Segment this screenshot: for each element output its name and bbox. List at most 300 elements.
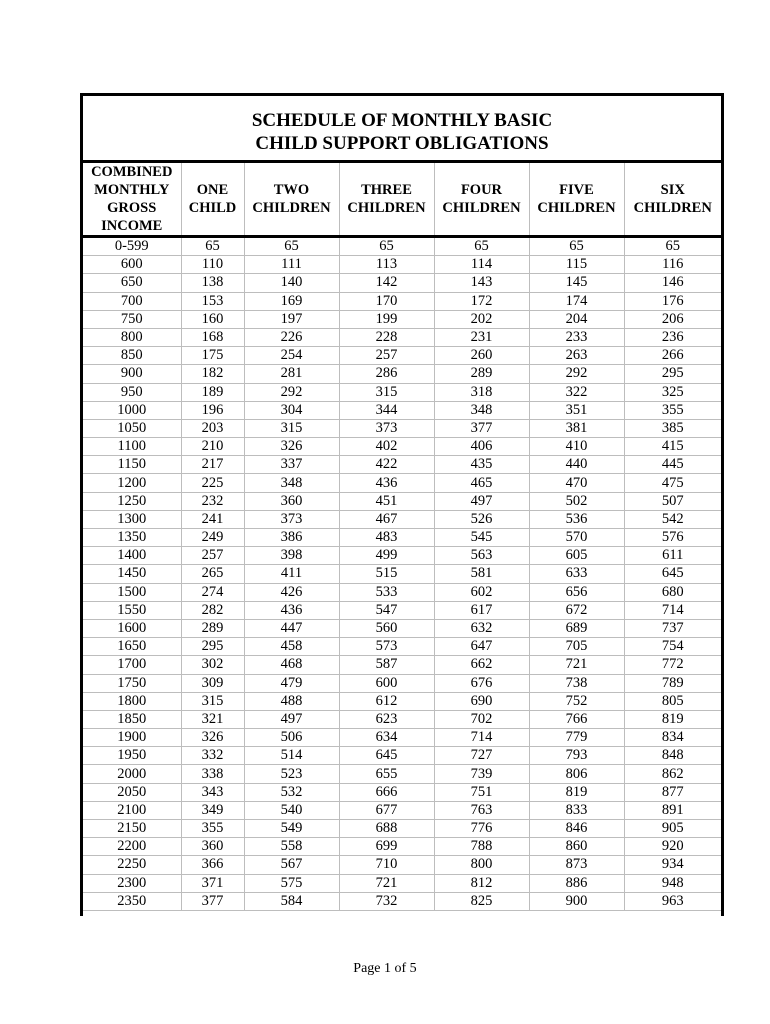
income-cell: 1250 [83,492,181,510]
obligation-cell: 549 [244,820,339,838]
column-header-two-children [244,163,339,237]
obligation-cell: 963 [624,892,721,910]
obligation-cell: 468 [244,656,339,674]
income-cell: 1800 [83,692,181,710]
obligation-cell: 415 [624,438,721,456]
obligation-cell: 309 [181,674,244,692]
obligation-cell: 788 [434,838,529,856]
obligation-cell: 689 [529,619,624,637]
obligation-cell: 447 [244,619,339,637]
obligation-cell: 282 [181,601,244,619]
obligation-cell: 113 [339,256,434,274]
obligation-cell: 281 [244,365,339,383]
obligation-cell: 175 [181,347,244,365]
obligation-cell: 499 [339,547,434,565]
income-cell: 900 [83,365,181,383]
obligation-cell: 226 [244,328,339,346]
obligation-cell: 169 [244,292,339,310]
income-cell: 2350 [83,892,181,910]
obligation-cell: 338 [181,765,244,783]
obligation-cell: 948 [624,874,721,892]
obligation-cell: 514 [244,747,339,765]
obligation-cell: 436 [339,474,434,492]
obligation-cell: 576 [624,529,721,547]
obligation-cell: 877 [624,783,721,801]
table-row [83,347,721,365]
obligation-cell: 360 [181,838,244,856]
income-cell: 750 [83,310,181,328]
obligation-cell: 110 [181,256,244,274]
obligation-cell: 506 [244,729,339,747]
obligation-cell: 325 [624,383,721,401]
income-cell: 950 [83,383,181,401]
obligation-cell: 806 [529,765,624,783]
obligation-cell: 233 [529,328,624,346]
income-cell: 1550 [83,601,181,619]
obligation-cell: 584 [244,892,339,910]
income-cell: 600 [83,256,181,274]
income-cell: 1850 [83,710,181,728]
table-row [83,710,721,728]
obligation-cell: 573 [339,638,434,656]
obligation-cell: 115 [529,256,624,274]
obligation-cell: 217 [181,456,244,474]
obligation-cell: 289 [181,619,244,637]
obligation-cell: 385 [624,419,721,437]
obligation-cell: 257 [339,347,434,365]
obligation-cell: 721 [529,656,624,674]
income-cell: 1000 [83,401,181,419]
obligation-cell: 231 [434,328,529,346]
obligation-cell: 286 [339,365,434,383]
table-row [83,565,721,583]
obligation-cell: 766 [529,710,624,728]
obligation-cell: 570 [529,529,624,547]
column-header-line: CHILDREN [442,200,521,216]
table-row [83,456,721,474]
obligation-cell: 467 [339,510,434,528]
table-row [83,729,721,747]
obligation-cell: 560 [339,619,434,637]
income-cell: 2250 [83,856,181,874]
obligation-cell: 834 [624,729,721,747]
obligation-cell: 623 [339,710,434,728]
obligation-cell: 587 [339,656,434,674]
obligation-cell: 351 [529,401,624,419]
table-row [83,274,721,292]
column-header-line: INCOME [101,218,163,234]
table-row [83,401,721,419]
income-cell: 2150 [83,820,181,838]
obligation-cell: 260 [434,347,529,365]
table-row [83,256,721,274]
obligation-cell: 632 [434,619,529,637]
table-row [83,765,721,783]
obligation-cell: 600 [339,674,434,692]
income-cell: 2000 [83,765,181,783]
obligation-cell: 263 [529,347,624,365]
column-header-line: SIX [660,182,685,198]
obligation-cell: 754 [624,638,721,656]
table-row [83,547,721,565]
obligation-cell: 140 [244,274,339,292]
obligation-cell: 398 [244,547,339,565]
obligation-cell: 326 [244,438,339,456]
obligation-cell: 702 [434,710,529,728]
obligation-cell: 197 [244,310,339,328]
obligation-cell: 422 [339,456,434,474]
obligation-cell: 545 [434,529,529,547]
income-cell: 2100 [83,801,181,819]
obligation-cell: 497 [434,492,529,510]
income-cell: 1400 [83,547,181,565]
obligation-cell: 315 [181,692,244,710]
table-row [83,510,721,528]
obligation-cell: 611 [624,547,721,565]
obligation-cell: 533 [339,583,434,601]
obligation-cell: 381 [529,419,624,437]
obligation-cell: 862 [624,765,721,783]
column-header-line: CHILDREN [633,200,712,216]
obligation-cell: 228 [339,328,434,346]
obligation-cell: 812 [434,874,529,892]
obligation-cell: 800 [434,856,529,874]
table-row [83,747,721,765]
obligation-cell: 451 [339,492,434,510]
obligation-cell: 254 [244,347,339,365]
obligation-cell: 174 [529,292,624,310]
support-obligations-table [83,163,721,911]
obligation-cell: 645 [624,565,721,583]
obligation-cell: 210 [181,438,244,456]
obligation-cell: 891 [624,801,721,819]
table-row [83,492,721,510]
table-row [83,856,721,874]
obligation-cell: 662 [434,656,529,674]
obligation-cell: 348 [244,474,339,492]
obligation-cell: 360 [244,492,339,510]
income-cell: 800 [83,328,181,346]
obligation-cell: 225 [181,474,244,492]
obligation-cell: 738 [529,674,624,692]
table-row [83,474,721,492]
obligation-cell: 819 [529,783,624,801]
obligation-cell: 292 [529,365,624,383]
obligation-cell: 168 [181,328,244,346]
obligation-cell: 779 [529,729,624,747]
table-row [83,365,721,383]
obligation-cell: 265 [181,565,244,583]
income-cell: 1200 [83,474,181,492]
obligation-cell: 371 [181,874,244,892]
income-cell: 0-599 [83,237,181,256]
title-line-1: SCHEDULE OF MONTHLY BASIC [251,110,553,131]
obligation-cell: 355 [181,820,244,838]
obligation-cell: 488 [244,692,339,710]
obligation-cell: 751 [434,783,529,801]
obligation-cell: 322 [529,383,624,401]
column-header-line: TWO [273,182,310,198]
table-row [83,619,721,637]
column-header-line: COMBINED [91,164,173,180]
obligation-cell: 680 [624,583,721,601]
table-row [83,692,721,710]
table-row [83,601,721,619]
obligation-cell: 633 [529,565,624,583]
obligation-cell: 655 [339,765,434,783]
obligation-cell: 458 [244,638,339,656]
column-header-line: THREE [361,182,412,198]
table-row [83,310,721,328]
income-cell: 1750 [83,674,181,692]
obligation-cell: 666 [339,783,434,801]
obligation-cell: 563 [434,547,529,565]
obligation-cell: 710 [339,856,434,874]
table-row [83,656,721,674]
income-cell: 1500 [83,583,181,601]
obligation-cell: 677 [339,801,434,819]
obligation-cell: 727 [434,747,529,765]
obligation-cell: 203 [181,419,244,437]
table-row [83,328,721,346]
obligation-cell: 111 [244,256,339,274]
obligation-cell: 182 [181,365,244,383]
obligation-cell: 805 [624,692,721,710]
income-cell: 1600 [83,619,181,637]
income-cell: 700 [83,292,181,310]
obligation-cell: 721 [339,874,434,892]
obligation-cell: 315 [244,419,339,437]
obligation-cell: 602 [434,583,529,601]
income-cell: 1050 [83,419,181,437]
table-row [83,783,721,801]
obligation-cell: 567 [244,856,339,874]
table-row [83,638,721,656]
obligation-cell: 445 [624,456,721,474]
obligation-cell: 65 [244,237,339,256]
obligation-cell: 65 [434,237,529,256]
obligation-cell: 204 [529,310,624,328]
income-cell: 1450 [83,565,181,583]
obligation-cell: 406 [434,438,529,456]
obligation-cell: 349 [181,801,244,819]
column-header-line: MONTHLY [94,182,170,198]
table-row [83,292,721,310]
table-row [83,820,721,838]
obligation-cell: 763 [434,801,529,819]
obligation-cell: 540 [244,801,339,819]
obligation-cell: 699 [339,838,434,856]
income-cell: 850 [83,347,181,365]
obligation-cell: 366 [181,856,244,874]
obligation-cell: 605 [529,547,624,565]
income-cell: 1900 [83,729,181,747]
obligation-cell: 714 [434,729,529,747]
column-header-line: CHILDREN [537,200,616,216]
obligation-cell: 114 [434,256,529,274]
income-cell: 1300 [83,510,181,528]
obligation-cell: 386 [244,529,339,547]
obligation-cell: 266 [624,347,721,365]
schedule-table-frame [80,93,724,916]
obligation-cell: 249 [181,529,244,547]
page-number: Page 1 of 5 [353,961,417,976]
obligation-cell: 612 [339,692,434,710]
obligation-cell: 202 [434,310,529,328]
obligation-cell: 772 [624,656,721,674]
table-row [83,838,721,856]
obligation-cell: 143 [434,274,529,292]
obligation-cell: 241 [181,510,244,528]
obligation-cell: 435 [434,456,529,474]
obligation-cell: 526 [434,510,529,528]
obligation-cell: 475 [624,474,721,492]
obligation-cell: 199 [339,310,434,328]
obligation-cell: 752 [529,692,624,710]
obligation-cell: 65 [339,237,434,256]
column-header-line: CHILDREN [347,200,426,216]
obligation-cell: 732 [339,892,434,910]
obligation-cell: 304 [244,401,339,419]
obligation-cell: 411 [244,565,339,583]
obligation-cell: 873 [529,856,624,874]
income-cell: 1150 [83,456,181,474]
column-header-line: FOUR [460,182,503,198]
obligation-cell: 860 [529,838,624,856]
obligation-cell: 302 [181,656,244,674]
obligation-cell: 337 [244,456,339,474]
obligation-cell: 65 [529,237,624,256]
obligation-cell: 196 [181,401,244,419]
obligation-cell: 846 [529,820,624,838]
obligation-cell: 515 [339,565,434,583]
obligation-cell: 920 [624,838,721,856]
obligation-cell: 326 [181,729,244,747]
obligation-cell: 160 [181,310,244,328]
income-cell: 1350 [83,529,181,547]
table-title [83,96,721,163]
income-cell: 2300 [83,874,181,892]
obligation-cell: 426 [244,583,339,601]
income-cell: 1100 [83,438,181,456]
obligation-cell: 321 [181,710,244,728]
table-row [83,237,721,256]
obligation-cell: 295 [624,365,721,383]
income-cell: 1650 [83,638,181,656]
obligation-cell: 656 [529,583,624,601]
income-cell: 650 [83,274,181,292]
obligation-cell: 690 [434,692,529,710]
column-header-line: CHILDREN [252,200,331,216]
column-header-line: GROSS [107,200,157,216]
obligation-cell: 146 [624,274,721,292]
obligation-cell: 672 [529,601,624,619]
obligation-cell: 377 [181,892,244,910]
obligation-cell: 575 [244,874,339,892]
obligation-cell: 142 [339,274,434,292]
obligation-cell: 315 [339,383,434,401]
column-header-three-children [339,163,434,237]
income-cell: 2200 [83,838,181,856]
obligation-cell: 739 [434,765,529,783]
obligation-cell: 532 [244,783,339,801]
income-cell: 1700 [83,656,181,674]
obligation-cell: 65 [624,237,721,256]
obligation-cell: 206 [624,310,721,328]
table-row [83,801,721,819]
obligation-cell: 373 [339,419,434,437]
obligation-cell: 934 [624,856,721,874]
column-header-five-children [529,163,624,237]
obligation-cell: 714 [624,601,721,619]
obligation-cell: 176 [624,292,721,310]
obligation-cell: 542 [624,510,721,528]
obligation-cell: 232 [181,492,244,510]
table-row [83,438,721,456]
obligation-cell: 479 [244,674,339,692]
obligation-cell: 170 [339,292,434,310]
obligation-cell: 465 [434,474,529,492]
obligation-cell: 295 [181,638,244,656]
obligation-cell: 776 [434,820,529,838]
income-cell: 1950 [83,747,181,765]
obligation-cell: 410 [529,438,624,456]
obligation-cell: 436 [244,601,339,619]
table-row [83,674,721,692]
obligation-cell: 905 [624,820,721,838]
obligation-cell: 507 [624,492,721,510]
obligation-cell: 848 [624,747,721,765]
obligation-cell: 483 [339,529,434,547]
obligation-cell: 886 [529,874,624,892]
obligation-cell: 348 [434,401,529,419]
obligation-cell: 332 [181,747,244,765]
obligation-cell: 647 [434,638,529,656]
obligation-cell: 825 [434,892,529,910]
obligation-cell: 793 [529,747,624,765]
table-row [83,419,721,437]
income-cell: 2050 [83,783,181,801]
obligation-cell: 145 [529,274,624,292]
obligation-cell: 153 [181,292,244,310]
obligation-cell: 257 [181,547,244,565]
obligation-cell: 688 [339,820,434,838]
column-header-income [83,163,181,237]
table-row [83,529,721,547]
obligation-cell: 236 [624,328,721,346]
obligation-cell: 558 [244,838,339,856]
title-line-2: CHILD SUPPORT OBLIGATIONS [255,133,549,154]
obligation-cell: 617 [434,601,529,619]
column-header-line: ONE [196,182,229,198]
obligation-cell: 705 [529,638,624,656]
obligation-cell: 116 [624,256,721,274]
obligation-cell: 292 [244,383,339,401]
obligation-cell: 402 [339,438,434,456]
table-body [83,237,721,911]
table-row [83,874,721,892]
obligation-cell: 789 [624,674,721,692]
obligation-cell: 634 [339,729,434,747]
table-row [83,583,721,601]
obligation-cell: 138 [181,274,244,292]
obligation-cell: 343 [181,783,244,801]
obligation-cell: 274 [181,583,244,601]
obligation-cell: 737 [624,619,721,637]
obligation-cell: 676 [434,674,529,692]
obligation-cell: 377 [434,419,529,437]
obligation-cell: 581 [434,565,529,583]
